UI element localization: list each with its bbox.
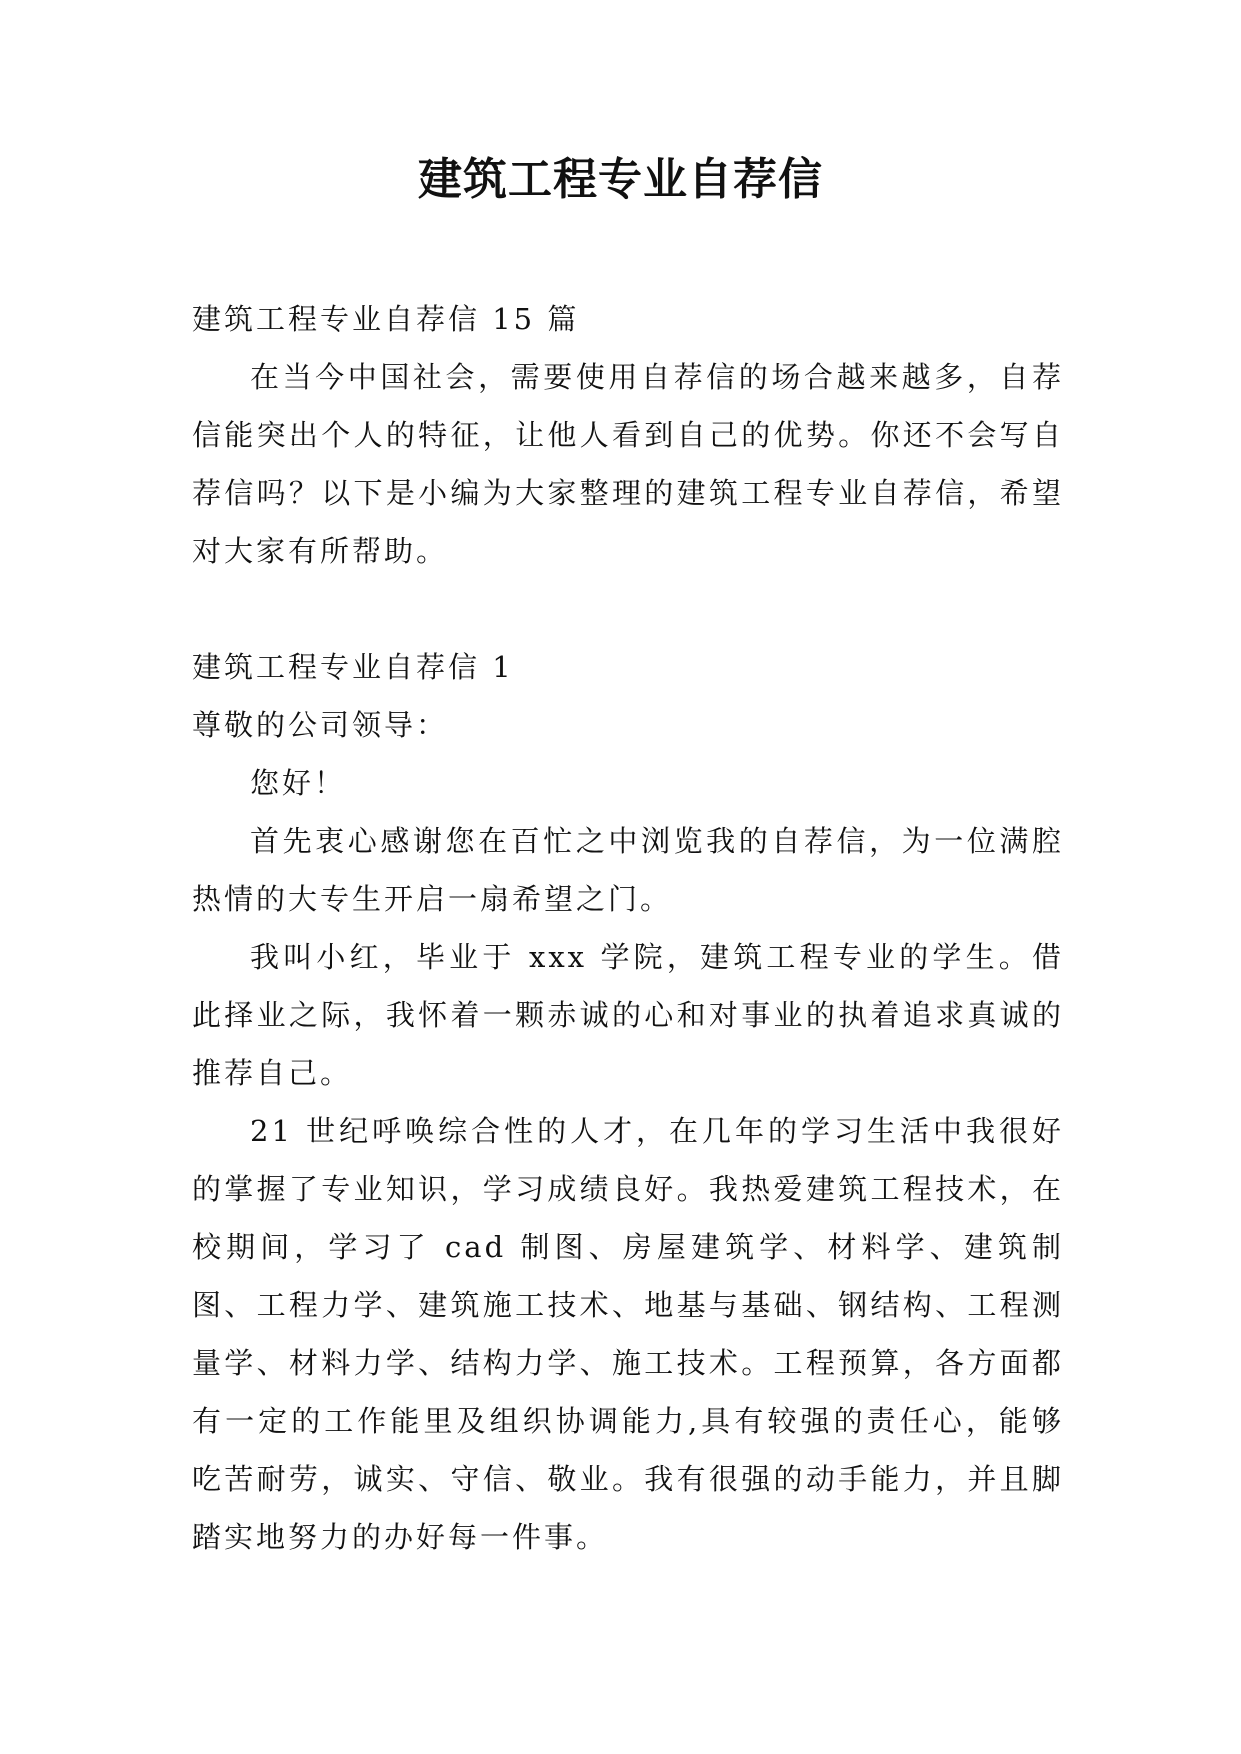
letter-heading: 建筑工程专业自荐信 1	[192, 650, 514, 684]
greeting: 您好！	[250, 766, 347, 800]
series-heading: 建筑工程专业自荐信 15 篇	[192, 302, 580, 336]
document-title: 建筑工程专业自荐信	[418, 154, 823, 205]
document-body	[192, 290, 1064, 1566]
intro-paragraph: 在当今中国社会，需要使用自荐信的场合越来越多，自荐信能突出个人的特征，让他人看到自己的优势。你还不会写自荐信吗？以下是小编为大家整理的建筑工程专业自荐信，希望对大家有所帮助。	[192, 360, 1064, 568]
paragraph-gap	[192, 580, 1064, 638]
salutation: 尊敬的公司领导：	[192, 708, 449, 742]
body-paragraph-thanks: 首先衷心感谢您在百忙之中浏览我的自荐信，为一位满腔热情的大专生开启一扇希望之门。	[192, 824, 1064, 916]
body-paragraph-skills: 21 世纪呼唤综合性的人才，在几年的学习生活中我很好的掌握了专业知识，学习成绩良好。我热爱建筑工程技术，在校期间，学习了 cad 制图、房屋建筑学、材料学、建筑制图、工程力学、建筑施工技术、地基与基础、钢结构、工程测量学、材料力学、结构力学、施工技术。工程预算，各方面都有一定的工作能里及组织协调能力,具有较强的责任心，能够吃苦耐劳，诚实、守信、敬业。我有很强的动手能力，并且脚踏实地努力的办好每一件事。	[192, 1114, 1064, 1554]
body-paragraph-introduction: 我叫小红，毕业于 xxx 学院，建筑工程专业的学生。借此择业之际，我怀着一颗赤诚的心和对事业的执着追求真诚的推荐自己。	[192, 940, 1064, 1090]
